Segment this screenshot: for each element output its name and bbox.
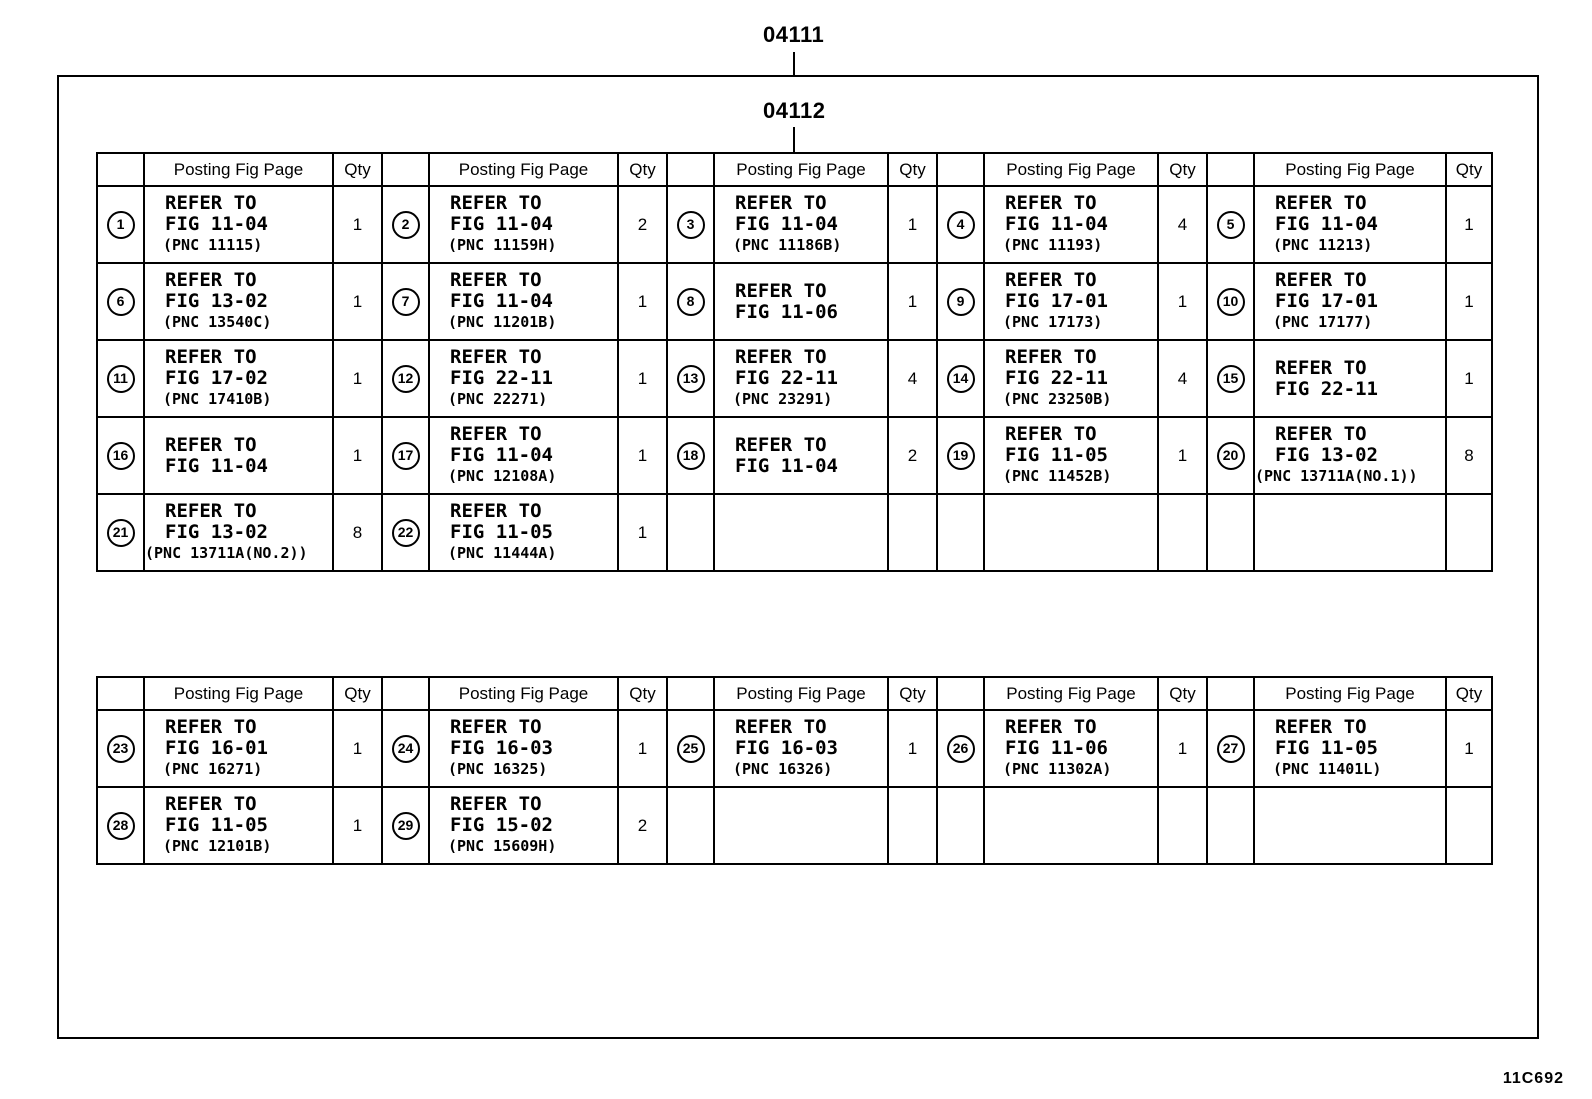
fig-reference: FIG 13-02 <box>165 290 268 312</box>
pnc-reference: (PNC 15609H) <box>448 837 557 855</box>
pnc-reference: (PNC 12108A) <box>448 467 557 485</box>
posting-ref-cell <box>144 710 333 787</box>
header-number-cell <box>937 677 984 710</box>
qty-cell: 1 <box>333 417 382 494</box>
qty-cell <box>1158 787 1207 864</box>
table-header-row <box>97 153 1492 186</box>
fig-reference: FIG 22-11 <box>1005 367 1108 389</box>
qty-cell: 1 <box>1446 340 1492 417</box>
fig-reference: FIG 13-02 <box>1275 444 1378 466</box>
fig-reference: FIG 13-02 <box>165 521 268 543</box>
refer-to-text: REFER TO <box>165 793 257 815</box>
pnc-reference: (PNC 11452B) <box>1003 467 1112 485</box>
fig-reference: FIG 11-05 <box>1275 737 1378 759</box>
item-number-badge: 20 <box>1217 442 1245 470</box>
item-number-cell <box>97 494 144 571</box>
item-number-badge: 15 <box>1217 365 1245 393</box>
fig-reference: FIG 17-01 <box>1275 290 1378 312</box>
posting-ref-cell <box>144 787 333 864</box>
qty-cell <box>888 787 937 864</box>
item-number-cell <box>667 340 714 417</box>
posting-ref-cell <box>714 710 888 787</box>
item-number-badge: 28 <box>107 812 135 840</box>
qty-cell: 1 <box>618 263 667 340</box>
pnc-reference: (PNC 23250B) <box>1003 390 1112 408</box>
refer-to-text: REFER TO <box>1005 716 1097 738</box>
refer-to-text: REFER TO <box>1005 346 1097 368</box>
pnc-reference: (PNC 17173) <box>1003 313 1103 331</box>
posting-ref-cell <box>429 340 618 417</box>
item-number-cell <box>382 186 429 263</box>
pnc-reference: (PNC 11302A) <box>1003 760 1112 778</box>
header-qty-cell: Qty <box>618 153 667 186</box>
fig-reference: FIG 11-04 <box>450 213 553 235</box>
header-posting-cell: Posting Fig Page <box>714 153 888 186</box>
posting-ref-cell <box>984 710 1158 787</box>
item-number-cell <box>382 263 429 340</box>
posting-ref-cell <box>714 340 888 417</box>
item-number-cell <box>1207 340 1254 417</box>
figure-code: 11C692 <box>1502 1070 1564 1087</box>
refer-to-text: REFER TO <box>450 500 542 522</box>
item-number-cell <box>937 494 984 571</box>
header-posting-cell: Posting Fig Page <box>984 677 1158 710</box>
subkit-number-label: 04112 <box>763 98 826 123</box>
header-posting-cell: Posting Fig Page <box>144 677 333 710</box>
qty-cell: 1 <box>333 340 382 417</box>
pnc-reference: (PNC 11115) <box>163 236 263 254</box>
qty-cell: 2 <box>618 186 667 263</box>
item-number-badge: 9 <box>947 288 975 316</box>
header-number-cell <box>667 153 714 186</box>
header-number-cell <box>97 677 144 710</box>
refer-to-text: REFER TO <box>1005 269 1097 291</box>
refer-to-text: REFER TO <box>165 433 257 456</box>
item-number-badge: 17 <box>392 442 420 470</box>
table-row <box>97 494 1492 571</box>
qty-cell <box>1446 787 1492 864</box>
pnc-reference: (PNC 16325) <box>448 760 548 778</box>
fig-reference: FIG 11-05 <box>165 814 268 836</box>
item-number-badge: 23 <box>107 735 135 763</box>
header-posting-cell: Posting Fig Page <box>429 153 618 186</box>
qty-cell: 1 <box>333 787 382 864</box>
item-number-badge: 21 <box>107 519 135 547</box>
posting-ref-cell <box>429 787 618 864</box>
refer-to-text: REFER TO <box>1275 716 1367 738</box>
item-number-badge: 3 <box>677 211 705 239</box>
item-number-cell <box>937 263 984 340</box>
posting-ref-cell <box>1254 186 1446 263</box>
item-number-cell <box>382 494 429 571</box>
fig-reference: FIG 11-04 <box>450 290 553 312</box>
item-number-cell <box>97 787 144 864</box>
qty-cell: 4 <box>888 340 937 417</box>
refer-to-text: REFER TO <box>450 192 542 214</box>
qty-cell: 4 <box>1158 340 1207 417</box>
qty-cell: 1 <box>1158 263 1207 340</box>
qty-cell: 1 <box>333 710 382 787</box>
item-number-badge: 29 <box>392 812 420 840</box>
item-number-badge: 25 <box>677 735 705 763</box>
header-qty-cell: Qty <box>618 677 667 710</box>
refer-to-text: REFER TO <box>450 793 542 815</box>
item-number-badge: 22 <box>392 519 420 547</box>
item-number-badge: 1 <box>107 211 135 239</box>
item-number-badge: 4 <box>947 211 975 239</box>
qty-cell: 8 <box>333 494 382 571</box>
header-qty-cell: Qty <box>1158 677 1207 710</box>
fig-reference: FIG 22-11 <box>735 367 838 389</box>
pnc-reference: (PNC 23291) <box>733 390 833 408</box>
posting-ref-cell <box>1254 494 1446 571</box>
header-number-cell <box>382 153 429 186</box>
qty-cell: 1 <box>618 710 667 787</box>
refer-to-text: REFER TO <box>165 500 257 522</box>
fig-reference: FIG 11-05 <box>450 521 553 543</box>
refer-to-text: REFER TO <box>450 716 542 738</box>
posting-ref-cell <box>144 340 333 417</box>
posting-ref-cell <box>984 494 1158 571</box>
header-posting-cell: Posting Fig Page <box>984 153 1158 186</box>
table-row <box>97 710 1492 787</box>
qty-cell: 2 <box>618 787 667 864</box>
refer-to-text: REFER TO <box>1005 192 1097 214</box>
posting-ref-cell <box>984 787 1158 864</box>
refer-to-text: REFER TO <box>735 433 827 456</box>
refer-to-text: REFER TO <box>165 716 257 738</box>
table-row <box>97 340 1492 417</box>
fig-reference: FIG 16-01 <box>165 737 268 759</box>
posting-ref-cell <box>714 263 888 340</box>
refer-to-text: REFER TO <box>165 192 257 214</box>
item-number-cell <box>1207 263 1254 340</box>
fig-reference: FIG 11-05 <box>1005 444 1108 466</box>
header-qty-cell: Qty <box>888 153 937 186</box>
header-qty-cell: Qty <box>1158 153 1207 186</box>
pnc-reference: (PNC 11193) <box>1003 236 1103 254</box>
item-number-cell <box>1207 417 1254 494</box>
posting-ref-cell <box>1254 787 1446 864</box>
header-qty-cell: Qty <box>1446 153 1492 186</box>
refer-to-text: REFER TO <box>1275 356 1367 379</box>
item-number-cell <box>667 417 714 494</box>
header-number-cell <box>1207 153 1254 186</box>
item-number-badge: 7 <box>392 288 420 316</box>
refer-to-text: REFER TO <box>735 192 827 214</box>
fig-reference: FIG 16-03 <box>450 737 553 759</box>
fig-reference: FIG 11-06 <box>735 300 838 323</box>
fig-reference: FIG 11-06 <box>1005 737 1108 759</box>
refer-to-text: REFER TO <box>450 269 542 291</box>
item-number-cell <box>97 710 144 787</box>
parts-table-1 <box>96 152 1493 572</box>
item-number-cell <box>1207 787 1254 864</box>
item-number-badge: 8 <box>677 288 705 316</box>
refer-to-text: REFER TO <box>1275 423 1367 445</box>
posting-ref-cell <box>984 417 1158 494</box>
item-number-badge: 13 <box>677 365 705 393</box>
posting-ref-cell <box>1254 263 1446 340</box>
header-number-cell <box>97 153 144 186</box>
item-number-cell <box>937 417 984 494</box>
item-number-cell <box>667 710 714 787</box>
qty-cell: 1 <box>888 186 937 263</box>
qty-cell: 1 <box>618 417 667 494</box>
pnc-reference: (PNC 12101B) <box>163 837 272 855</box>
posting-ref-cell <box>984 340 1158 417</box>
item-number-badge: 5 <box>1217 211 1245 239</box>
header-number-cell <box>937 153 984 186</box>
item-number-cell <box>382 787 429 864</box>
pnc-reference: (PNC 13711A(NO.1)) <box>1255 467 1418 485</box>
kit-number-label: 04111 <box>763 22 825 47</box>
header-qty-cell: Qty <box>333 153 382 186</box>
qty-cell: 1 <box>618 340 667 417</box>
qty-cell: 1 <box>333 263 382 340</box>
qty-cell: 1 <box>333 186 382 263</box>
qty-cell: 1 <box>888 710 937 787</box>
pnc-reference: (PNC 11213) <box>1273 236 1373 254</box>
header-qty-cell: Qty <box>888 677 937 710</box>
header-posting-cell: Posting Fig Page <box>1254 153 1446 186</box>
pnc-reference: (PNC 11444A) <box>448 544 557 562</box>
kit-leader-line <box>793 52 795 76</box>
fig-reference: FIG 11-04 <box>165 213 268 235</box>
item-number-cell <box>667 494 714 571</box>
qty-cell: 1 <box>1446 186 1492 263</box>
posting-ref-cell <box>429 263 618 340</box>
item-number-badge: 10 <box>1217 288 1245 316</box>
qty-cell: 1 <box>1446 263 1492 340</box>
posting-ref-cell <box>144 417 333 494</box>
refer-to-text: REFER TO <box>450 423 542 445</box>
item-number-cell <box>97 340 144 417</box>
refer-to-text: REFER TO <box>165 269 257 291</box>
fig-reference: FIG 22-11 <box>450 367 553 389</box>
qty-cell <box>888 494 937 571</box>
posting-ref-cell <box>429 494 618 571</box>
fig-reference: FIG 11-04 <box>165 454 268 477</box>
refer-to-text: REFER TO <box>1005 423 1097 445</box>
item-number-cell <box>937 787 984 864</box>
item-number-badge: 12 <box>392 365 420 393</box>
item-number-badge: 16 <box>107 442 135 470</box>
item-number-badge: 24 <box>392 735 420 763</box>
posting-ref-cell <box>984 186 1158 263</box>
header-posting-cell: Posting Fig Page <box>714 677 888 710</box>
qty-cell: 1 <box>1158 417 1207 494</box>
qty-cell <box>1446 494 1492 571</box>
header-number-cell <box>667 677 714 710</box>
fig-reference: FIG 11-04 <box>1275 213 1378 235</box>
fig-reference: FIG 11-04 <box>735 213 838 235</box>
header-qty-cell: Qty <box>333 677 382 710</box>
fig-reference: FIG 15-02 <box>450 814 553 836</box>
posting-ref-cell <box>714 494 888 571</box>
refer-to-text: REFER TO <box>735 279 827 302</box>
qty-cell: 1 <box>1446 710 1492 787</box>
refer-to-text: REFER TO <box>735 716 827 738</box>
item-number-cell <box>382 710 429 787</box>
posting-ref-cell <box>714 186 888 263</box>
item-number-badge: 2 <box>392 211 420 239</box>
item-number-badge: 18 <box>677 442 705 470</box>
pnc-reference: (PNC 11186B) <box>733 236 842 254</box>
item-number-cell <box>97 186 144 263</box>
qty-cell: 8 <box>1446 417 1492 494</box>
fig-reference: FIG 16-03 <box>735 737 838 759</box>
pnc-reference: (PNC 22271) <box>448 390 548 408</box>
pnc-reference: (PNC 13711A(NO.2)) <box>145 544 308 562</box>
fig-reference: FIG 11-04 <box>735 454 838 477</box>
pnc-reference: (PNC 17410B) <box>163 390 272 408</box>
header-posting-cell: Posting Fig Page <box>1254 677 1446 710</box>
posting-ref-cell <box>429 710 618 787</box>
item-number-cell <box>97 263 144 340</box>
header-number-cell <box>1207 677 1254 710</box>
item-number-badge: 19 <box>947 442 975 470</box>
fig-reference: FIG 11-04 <box>450 444 553 466</box>
refer-to-text: REFER TO <box>1275 269 1367 291</box>
pnc-reference: (PNC 16271) <box>163 760 263 778</box>
posting-ref-cell <box>429 186 618 263</box>
parts-table-2 <box>96 676 1493 865</box>
posting-ref-cell <box>144 263 333 340</box>
header-posting-cell: Posting Fig Page <box>144 153 333 186</box>
fig-reference: FIG 22-11 <box>1275 377 1378 400</box>
header-qty-cell: Qty <box>1446 677 1492 710</box>
item-number-badge: 14 <box>947 365 975 393</box>
header-posting-cell: Posting Fig Page <box>429 677 618 710</box>
posting-ref-cell <box>714 787 888 864</box>
fig-reference: FIG 11-04 <box>1005 213 1108 235</box>
refer-to-text: REFER TO <box>450 346 542 368</box>
table-header-row <box>97 677 1492 710</box>
item-number-badge: 27 <box>1217 735 1245 763</box>
item-number-cell <box>937 186 984 263</box>
item-number-cell <box>382 417 429 494</box>
qty-cell: 4 <box>1158 186 1207 263</box>
qty-cell: 2 <box>888 417 937 494</box>
item-number-cell <box>667 787 714 864</box>
pnc-reference: (PNC 16326) <box>733 760 833 778</box>
table-row <box>97 417 1492 494</box>
header-number-cell <box>382 677 429 710</box>
item-number-cell <box>937 710 984 787</box>
pnc-reference: (PNC 17177) <box>1273 313 1373 331</box>
posting-ref-cell <box>1254 340 1446 417</box>
item-number-cell <box>1207 710 1254 787</box>
qty-cell: 1 <box>618 494 667 571</box>
fig-reference: FIG 17-01 <box>1005 290 1108 312</box>
refer-to-text: REFER TO <box>1275 192 1367 214</box>
item-number-badge: 26 <box>947 735 975 763</box>
subkit-leader-line <box>793 127 795 153</box>
pnc-reference: (PNC 11401L) <box>1273 760 1382 778</box>
refer-to-text: REFER TO <box>735 346 827 368</box>
pnc-reference: (PNC 11159H) <box>448 236 557 254</box>
posting-ref-cell <box>144 186 333 263</box>
posting-ref-cell <box>984 263 1158 340</box>
posting-ref-cell <box>144 494 333 571</box>
item-number-cell <box>382 340 429 417</box>
qty-cell <box>1158 494 1207 571</box>
item-number-badge: 6 <box>107 288 135 316</box>
item-number-cell <box>1207 186 1254 263</box>
fig-reference: FIG 17-02 <box>165 367 268 389</box>
item-number-cell <box>937 340 984 417</box>
refer-to-text: REFER TO <box>165 346 257 368</box>
posting-ref-cell <box>714 417 888 494</box>
qty-cell: 1 <box>888 263 937 340</box>
table-row <box>97 186 1492 263</box>
posting-ref-cell <box>1254 710 1446 787</box>
qty-cell: 1 <box>1158 710 1207 787</box>
item-number-cell <box>97 417 144 494</box>
item-number-cell <box>667 263 714 340</box>
table-row <box>97 787 1492 864</box>
item-number-cell <box>667 186 714 263</box>
pnc-reference: (PNC 13540C) <box>163 313 272 331</box>
posting-ref-cell <box>429 417 618 494</box>
pnc-reference: (PNC 11201B) <box>448 313 557 331</box>
item-number-cell <box>1207 494 1254 571</box>
posting-ref-cell <box>1254 417 1446 494</box>
table-row <box>97 263 1492 340</box>
item-number-badge: 11 <box>107 365 135 393</box>
